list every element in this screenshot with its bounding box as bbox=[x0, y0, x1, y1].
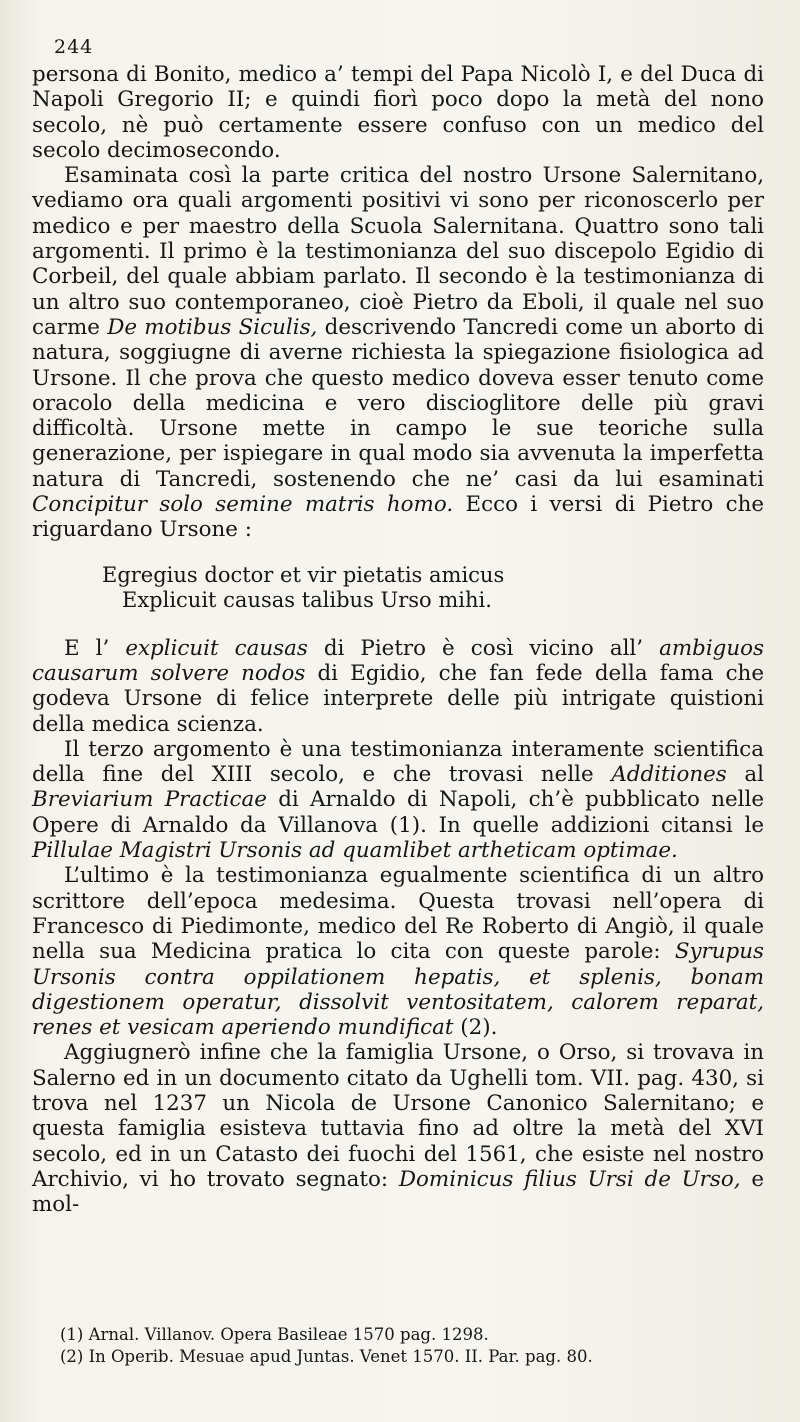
italic-text: Pillulae Magistri Ursonis ad quamlibet artheticam optimae. bbox=[32, 838, 678, 864]
footnotes bbox=[60, 1324, 760, 1368]
italic-text: explicuit causas bbox=[125, 635, 308, 661]
text-run: Il terzo argomento è una testimonianza interamente scientifica della fine del XIII secolo, e che trovasi nelle bbox=[32, 736, 764, 788]
text-run: Ecco i versi di Pietro che riguardano Ursone : bbox=[32, 492, 764, 543]
text-run: e mol- bbox=[32, 1166, 764, 1218]
italic-text: Dominicus filius Ursi de Urso, bbox=[398, 1166, 741, 1192]
paragraph bbox=[32, 163, 764, 542]
verse-line-2: Explicuit causas talibus Urso mihi. bbox=[122, 588, 492, 613]
paragraphs-before-verse bbox=[32, 62, 764, 543]
text-run: di Arnaldo di Napoli, ch’è pubblicato nelle Opere di Arnaldo da Villanova (1). In quelle addizioni citansi le bbox=[32, 787, 764, 838]
text-run: Esaminata così la parte critica del nostro Ursone Salernitano, vediamo ora quali argomenti positivi vi sono per riconoscerlo per medico e per maestro della Scuola Salernitana. Quattro sono tali argomenti. Il primo è la testimonianza del suo discepolo Egidio di Corbeil, del quale abbiam parlato. Il secondo è la testimonianza di un altro suo contemporaneo, cioè Pietro da Eboli, il quale nel suo carme bbox=[32, 163, 764, 340]
italic-text: ambiguos causarum solvere nodos bbox=[32, 635, 764, 686]
italic-text: Additiones bbox=[611, 762, 727, 788]
paragraph bbox=[32, 62, 764, 163]
footnote-2: (2) In Operib. Mesuae apud Juntas. Venet 1570. II. Par. pag. 80. bbox=[60, 1347, 593, 1366]
italic-text: Syrupus Ursonis contra oppilationem hepatis, et splenis, bonam digestionem operatur, dissolvit ventositatem, calorem reparat, renes et vesicam aperiendo mundificat bbox=[32, 939, 764, 1041]
text-run: L’ultimo è la testimonianza egualmente scientifica di un altro scrittore dell’epoca medesima. Questa trovasi nell’opera di Francesco di Piedimonte, medico del Re Roberto di Angiò, il quale nella sua Medicina pratica lo cita con queste parole: bbox=[32, 863, 764, 965]
text-run: di Pietro è così vicino all’ bbox=[307, 635, 660, 661]
paragraph bbox=[32, 1040, 764, 1217]
paragraph bbox=[32, 737, 764, 863]
page-number: 244 bbox=[54, 36, 94, 58]
footnote-1: (1) Arnal. Villanov. Opera Basileae 1570 pag. 1298. bbox=[60, 1325, 489, 1344]
text-run: E l’ bbox=[64, 635, 126, 661]
text-run: persona di Bonito, medico a’ tempi del Papa Nicolò I, e del Duca di Napoli Gregorio II; e quindi fiorì poco dopo la metà del nono secolo, nè può certamente essere confuso con un medico del secolo decimosecondo. bbox=[32, 62, 764, 163]
italic-text: Concipitur solo semine matris homo. bbox=[32, 492, 454, 518]
text-run: Aggiugnerò infine che la famiglia Ursone, o Orso, si trovava in Salerno ed in un documento citato da Ughelli tom. VII. pag. 430, si trova nel 1237 un Nicola de Ursone Canonico Salernitano; e questa famiglia esisteva tuttavia fino ad oltre la metà del XVI secolo, ed in un Catasto dei fuochi del 1561, che esiste nel nostro Archivio, vi ho trovato segnato: bbox=[32, 1040, 764, 1192]
paragraphs-after-verse bbox=[32, 636, 764, 1218]
text-run: (2). bbox=[453, 1015, 498, 1041]
body-text bbox=[32, 62, 764, 1217]
text-run: al bbox=[726, 762, 764, 788]
paragraph bbox=[32, 636, 764, 737]
verse-quotation bbox=[32, 563, 764, 614]
paragraph bbox=[32, 863, 764, 1040]
italic-text: De motibus Siculis, bbox=[107, 314, 318, 340]
verse-line-1: Egregius doctor et vir pietatis amicus bbox=[102, 562, 505, 587]
text-run: descrivendo Tancredi come un aborto di natura, soggiugne di averne richiesta la spiegazione fisiologica ad Ursone. Il che prova che questo medico doveva esser tenuto come oracolo della medicina e vero discioglitore delle più gravi difficoltà. Ursone mette in campo le sue teoriche sulla generazione, per ispiegare in qual modo sia avvenuta la imperfetta natura di Tancredi, sostenendo che ne’ casi da lui esaminati bbox=[32, 314, 765, 492]
text-run: di Egidio, che fan fede della fama che godeva Ursone di felice interprete delle più intrigate quistioni della medica scienza. bbox=[32, 660, 764, 737]
italic-text: Breviarium Practicae bbox=[32, 787, 267, 813]
